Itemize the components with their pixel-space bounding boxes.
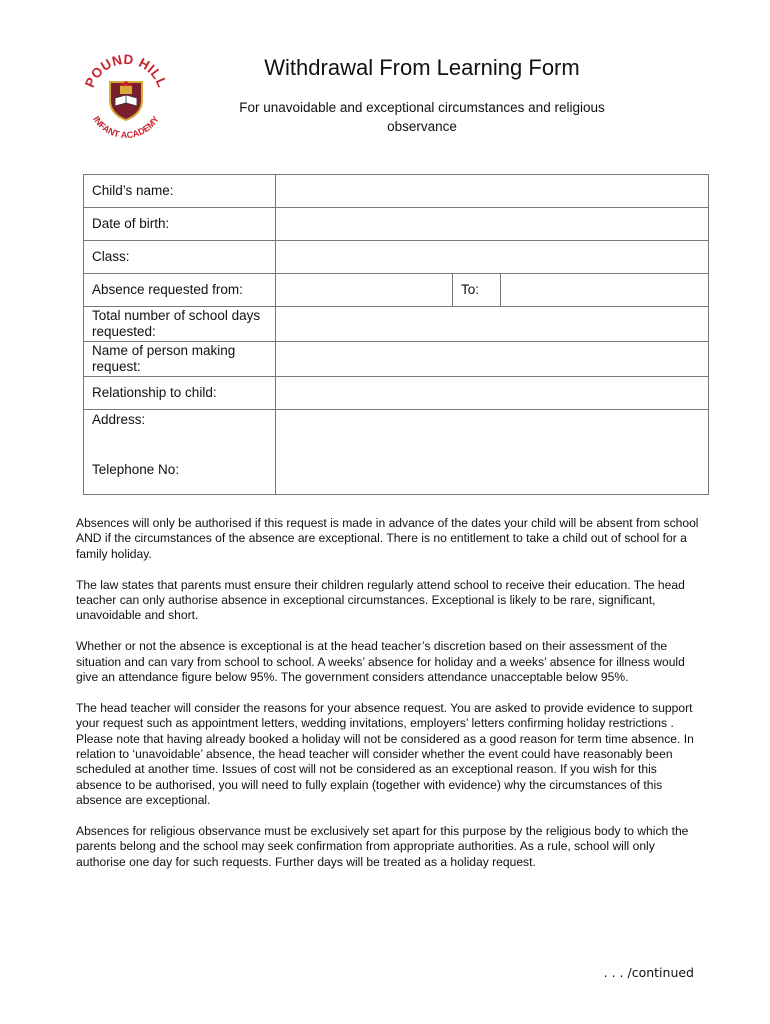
paragraph-evidence: The head teacher will consider the reasons for your absence request. You are asked to provide evidence to support your request such as appointment letters, wedding invitations, employers’ letters confirming holiday restrictions . Please note that having already booked a holiday will not be considered as a good reason for term time absence. In relation to ‘unavoidable’ absence, the head teacher will consider whether the event could have reasonably been scheduled at another time. Issues of cost will not be considered as an exceptional reason. If you wish for this absence to be authorised, you will need to fully explain (together with evidence) why the circumstances of this absence are exceptional. (76, 700, 694, 808)
svg-text:INFANT ACADEMY: INFANT ACADEMY (91, 114, 161, 140)
address-telephone-labels (84, 410, 276, 495)
form-row-address-telephone (84, 410, 709, 495)
school-logo (80, 48, 172, 140)
requester-name-label: Name of person making request: (84, 342, 276, 377)
school-crest-icon (80, 48, 172, 140)
childs-name-label: Child’s name: (84, 175, 276, 208)
form-row-absence-dates (84, 274, 709, 307)
form-row-total-days (84, 307, 709, 342)
requester-name-field[interactable] (276, 342, 709, 377)
total-days-field[interactable] (276, 307, 709, 342)
telephone-label: Telephone No: (92, 462, 180, 477)
continued-note: . . . /continued (603, 965, 694, 980)
total-days-label: Total number of school days requested: (84, 307, 276, 342)
relationship-label: Relationship to child: (84, 377, 276, 410)
paragraph-law: The law states that parents must ensure their children regularly attend school to receive their education. The head teacher can only authorise absence in exceptional circumstances. Exceptional is likely to be rare, significant, unavoidable and short. (76, 577, 685, 623)
form-title: Withdrawal From Learning Form (264, 55, 580, 80)
absence-from-field[interactable] (276, 274, 453, 307)
form-row-class (84, 241, 709, 274)
relationship-field[interactable] (276, 377, 709, 410)
absence-from-label: Absence requested from: (84, 274, 276, 307)
form-row-requester-name (84, 342, 709, 377)
paragraph-discretion: Whether or not the absence is exceptional is at the head teacher’s discretion based on their assessment of the situation and can vary from school to school. A weeks’ absence for holiday and a weeks’ absence for illness would give an attendance figure below 95%. The government considers attendance unacceptable below 95%. (76, 639, 685, 685)
absence-to-label: To: (453, 274, 501, 307)
withdrawal-form-table (83, 174, 709, 495)
policy-text (76, 516, 704, 886)
paragraph-religious-observance: Absences for religious observance must be exclusively set apart for this purpose by the religious body to which the parents belong and the school may seek confirmation from appropriate authorities. As a rule, school will only authorise one day for such requests. Further days will be treated as a holiday request. (76, 824, 689, 869)
form-row-date-of-birth (84, 208, 709, 241)
address-label: Address: (92, 412, 146, 427)
absence-to-field[interactable] (501, 274, 709, 307)
svg-text:POUND HILL: POUND HILL (82, 51, 170, 90)
form-subtitle: For unavoidable and exceptional circumstances and religious observance (239, 100, 605, 134)
paragraph-authorisation: Absences will only be authorised if this request is made in advance of the dates your child will be absent from school AND if the circumstances of the absence are exceptional. There is no entitlement to take a child out of school for a family holiday. (76, 516, 699, 561)
date-of-birth-label: Date of birth: (84, 208, 276, 241)
childs-name-field[interactable] (276, 175, 709, 208)
class-label: Class: (84, 241, 276, 274)
address-telephone-field[interactable] (276, 410, 709, 495)
date-of-birth-field[interactable] (276, 208, 709, 241)
form-row-childs-name (84, 175, 709, 208)
class-field[interactable] (276, 241, 709, 274)
form-row-relationship (84, 377, 709, 410)
